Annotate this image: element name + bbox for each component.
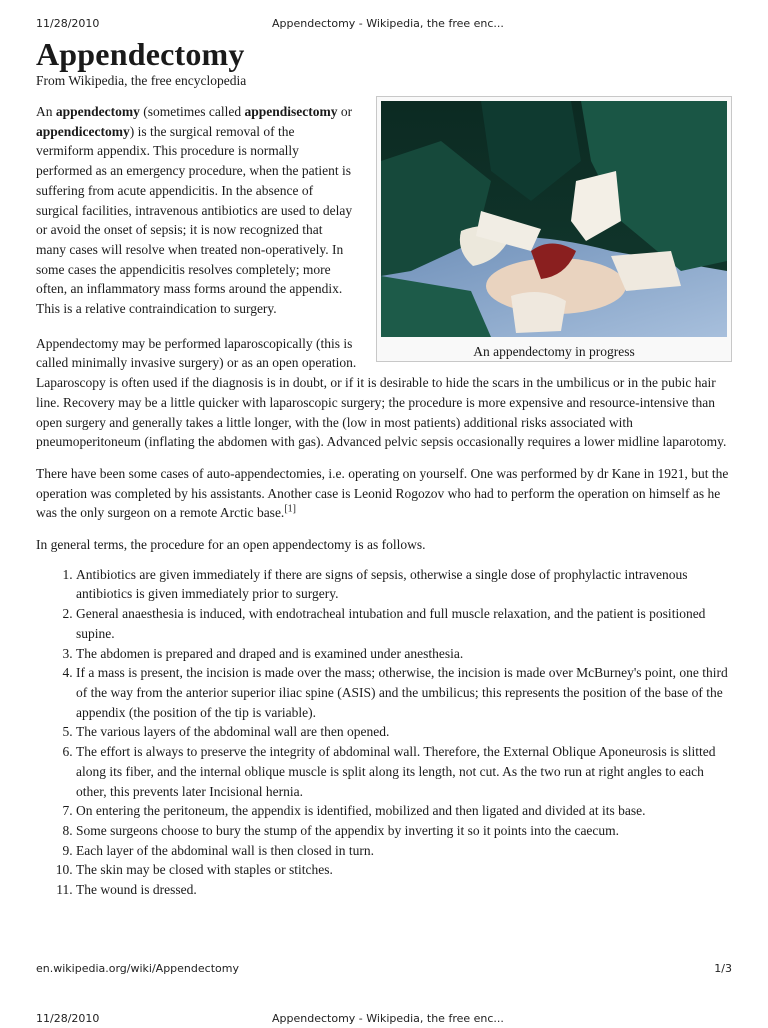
print-page-title: Appendectomy - Wikipedia, the free enc... xyxy=(272,17,504,30)
procedure-intro: In general terms, the procedure for an open appendectomy is as follows. xyxy=(36,537,426,553)
print-footer xyxy=(36,962,732,978)
print-header xyxy=(36,17,732,33)
list-item: 1. Antibiotics are given immediately if there are signs of sepsis, otherwise a single dose of prophylactic intravenous antibiotics is given immediately prior to surgery. xyxy=(76,565,730,604)
print-date: 11/28/2010 xyxy=(36,1012,100,1025)
bold-term: appendisectomy xyxy=(244,104,338,119)
list-item: 11. The wound is dressed. xyxy=(76,880,730,900)
list-item: 10. The skin may be closed with staples or stitches. xyxy=(76,860,730,880)
list-item: 3. The abdomen is prepared and draped and is examined under anesthesia. xyxy=(76,644,730,664)
list-item: 5. The various layers of the abdominal wall are then opened. xyxy=(76,722,730,742)
procedure-steps xyxy=(36,565,730,900)
page-subtitle: From Wikipedia, the free encyclopedia xyxy=(36,73,247,88)
print-page-title: Appendectomy - Wikipedia, the free enc... xyxy=(272,1012,504,1025)
list-item: 9. Each layer of the abdominal wall is then closed in turn. xyxy=(76,841,730,861)
article xyxy=(36,36,730,900)
list-item: 2. General anaesthesia is induced, with endotracheal intubation and full muscle relaxation, and the patient is positioned supine. xyxy=(76,604,730,643)
intro-paragraph: An appendectomy (sometimes called appendisectomy or appendicectomy) is the surgical removal of the vermiform appendix. This procedure is normally performed as an emergency procedure, when the patient is suffering from acute appendicitis. In the absence of surgical facilities, intravenous antibiotics are used to delay or avoid the onset of sepsis; it is now recognized that many cases will resolve when treated non-operatively. In some cases the appendicitis resolves completely; more often, an inflammatory mass forms around the appendix. This is a relative contraindication to surgery. xyxy=(36,104,353,317)
bold-term: appendectomy xyxy=(55,104,140,119)
laparoscopy-paragraph: Appendectomy may be performed laparoscopically (this is called minimally invasive surgery) or as an open operation. Laparoscopy is often used if the diagnosis is in doubt, or if it is desirable to hide the scars in the umbilicus or in the pubic hair line. Recovery may be a little quicker with laparoscopic surgery; the procedure is more expensive and resource-intensive than open surgery and generally takes a little longer, with the (low in most patients) additional risks associated with pneumoperitoneum (inflating the abdomen with gas). Advanced pelvic sepsis occasionally requires a lower midline laparotomy. xyxy=(36,335,727,450)
figure xyxy=(376,96,732,362)
list-item: 7. On entering the peritoneum, the appendix is identified, mobilized and then ligated and divided at its base. xyxy=(76,801,730,821)
print-url: en.wikipedia.org/wiki/Appendectomy xyxy=(36,962,239,975)
list-item: 4. If a mass is present, the incision is made over the mass; otherwise, the incision is made over McBurney's point, one third of the way from the anterior superior iliac spine (ASIS) and the umbilicus; this represents the position of the base of the appendix (the position of the tip is variable). xyxy=(76,663,730,722)
list-item: 6. The effort is always to preserve the integrity of abdominal wall. Therefore, the External Oblique Aponeurosis is slitted along its fiber, and the internal oblique muscle is split along its length, not cut. As the two run at right angles to each other, this prevents later Incisional hernia. xyxy=(76,742,730,801)
surgery-photo xyxy=(381,101,727,337)
bold-term: appendicectomy xyxy=(36,123,130,139)
print-date: 11/28/2010 xyxy=(36,17,100,30)
print-page-number: 1/3 xyxy=(714,962,732,975)
reference-link[interactable]: [1] xyxy=(284,503,296,515)
next-page-header xyxy=(36,1012,732,1028)
auto-appendectomy-paragraph: There have been some cases of auto-appendectomies, i.e. operating on yourself. One was performed by dr Kane in 1921, but the operation was completed by his assistants. Another case is Leonid Rogozov who had to perform the operation on himself as he was the only surgeon on a remote Arctic base.[1] xyxy=(36,465,729,521)
page-title: Appendectomy xyxy=(36,36,245,72)
figure-caption: An appendectomy in progress xyxy=(473,344,635,359)
list-item: 8. Some surgeons choose to bury the stump of the appendix by inverting it so it points into the caecum. xyxy=(76,821,730,841)
